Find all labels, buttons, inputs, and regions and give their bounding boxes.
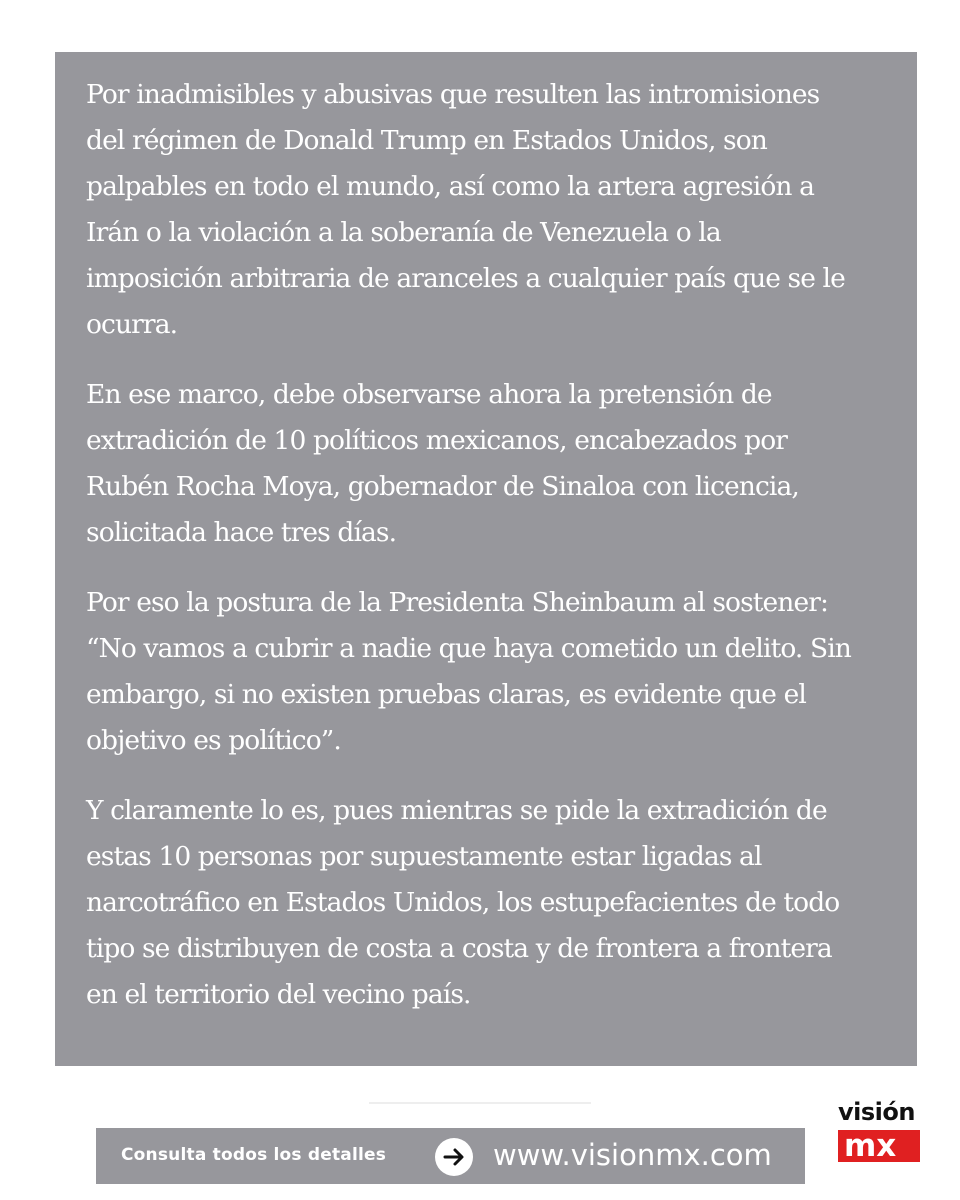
article-paragraph-4 <box>86 788 887 1018</box>
article-text-panel <box>55 52 917 1066</box>
paragraph-line: estas 10 personas por supuestamente estar ligadas al <box>86 841 762 872</box>
logo-wordmark-top: visión <box>838 1098 915 1126</box>
paragraph-line: Por inadmisibles y abusivas que resulten las intromisiones <box>86 79 820 110</box>
paragraph-line: extradición de 10 políticos mexicanos, encabezados por <box>86 425 788 456</box>
paragraph-line: en el territorio del vecino país. <box>86 979 471 1010</box>
paragraph-line: solicitada hace tres días. <box>86 517 397 548</box>
paragraph-line: objetivo es político”. <box>86 725 341 756</box>
article-paragraph-1 <box>86 72 887 348</box>
cta-label: Consulta todos los detalles <box>121 1145 387 1165</box>
paragraph-line: narcotráfico en Estados Unidos, los estupefacientes de todo <box>86 887 840 918</box>
paragraph-line: embargo, si no existen pruebas claras, es evidente que el <box>86 679 806 710</box>
paragraph-line: Irán o la violación a la soberanía de Venezuela o la <box>86 217 721 248</box>
paragraph-line: “No vamos a cubrir a nadie que haya cometido un delito. Sin <box>86 633 851 664</box>
visionmx-logo <box>835 1096 921 1166</box>
arrow-right-icon[interactable] <box>435 1138 473 1176</box>
paragraph-line: tipo se distribuyen de costa a costa y de frontera a frontera <box>86 933 832 964</box>
paragraph-line: En ese marco, debe observarse ahora la pretensión de <box>86 379 772 410</box>
article-paragraph-3 <box>86 580 887 764</box>
article-paragraph-2 <box>86 372 887 556</box>
logo-red-box <box>838 1130 920 1162</box>
paragraph-line: imposición arbitraria de aranceles a cualquier país que se le <box>86 263 845 294</box>
website-link[interactable]: www.visionmx.com <box>493 1138 772 1172</box>
paragraph-line: del régimen de Donald Trump en Estados Unidos, son <box>86 125 767 156</box>
paragraph-line: Por eso la postura de la Presidenta Sheinbaum al sostener: <box>86 587 829 618</box>
paragraph-line: ocurra. <box>86 309 178 340</box>
paragraph-line: palpables en todo el mundo, así como la artera agresión a <box>86 171 814 202</box>
cta-link-bar[interactable] <box>96 1128 805 1184</box>
paragraph-line: Y claramente lo es, pues mientras se pide la extradición de <box>86 795 827 826</box>
footer-divider <box>369 1102 591 1104</box>
logo-wordmark-bottom: mx <box>844 1128 897 1164</box>
paragraph-line: Rubén Rocha Moya, gobernador de Sinaloa con licencia, <box>86 471 799 502</box>
